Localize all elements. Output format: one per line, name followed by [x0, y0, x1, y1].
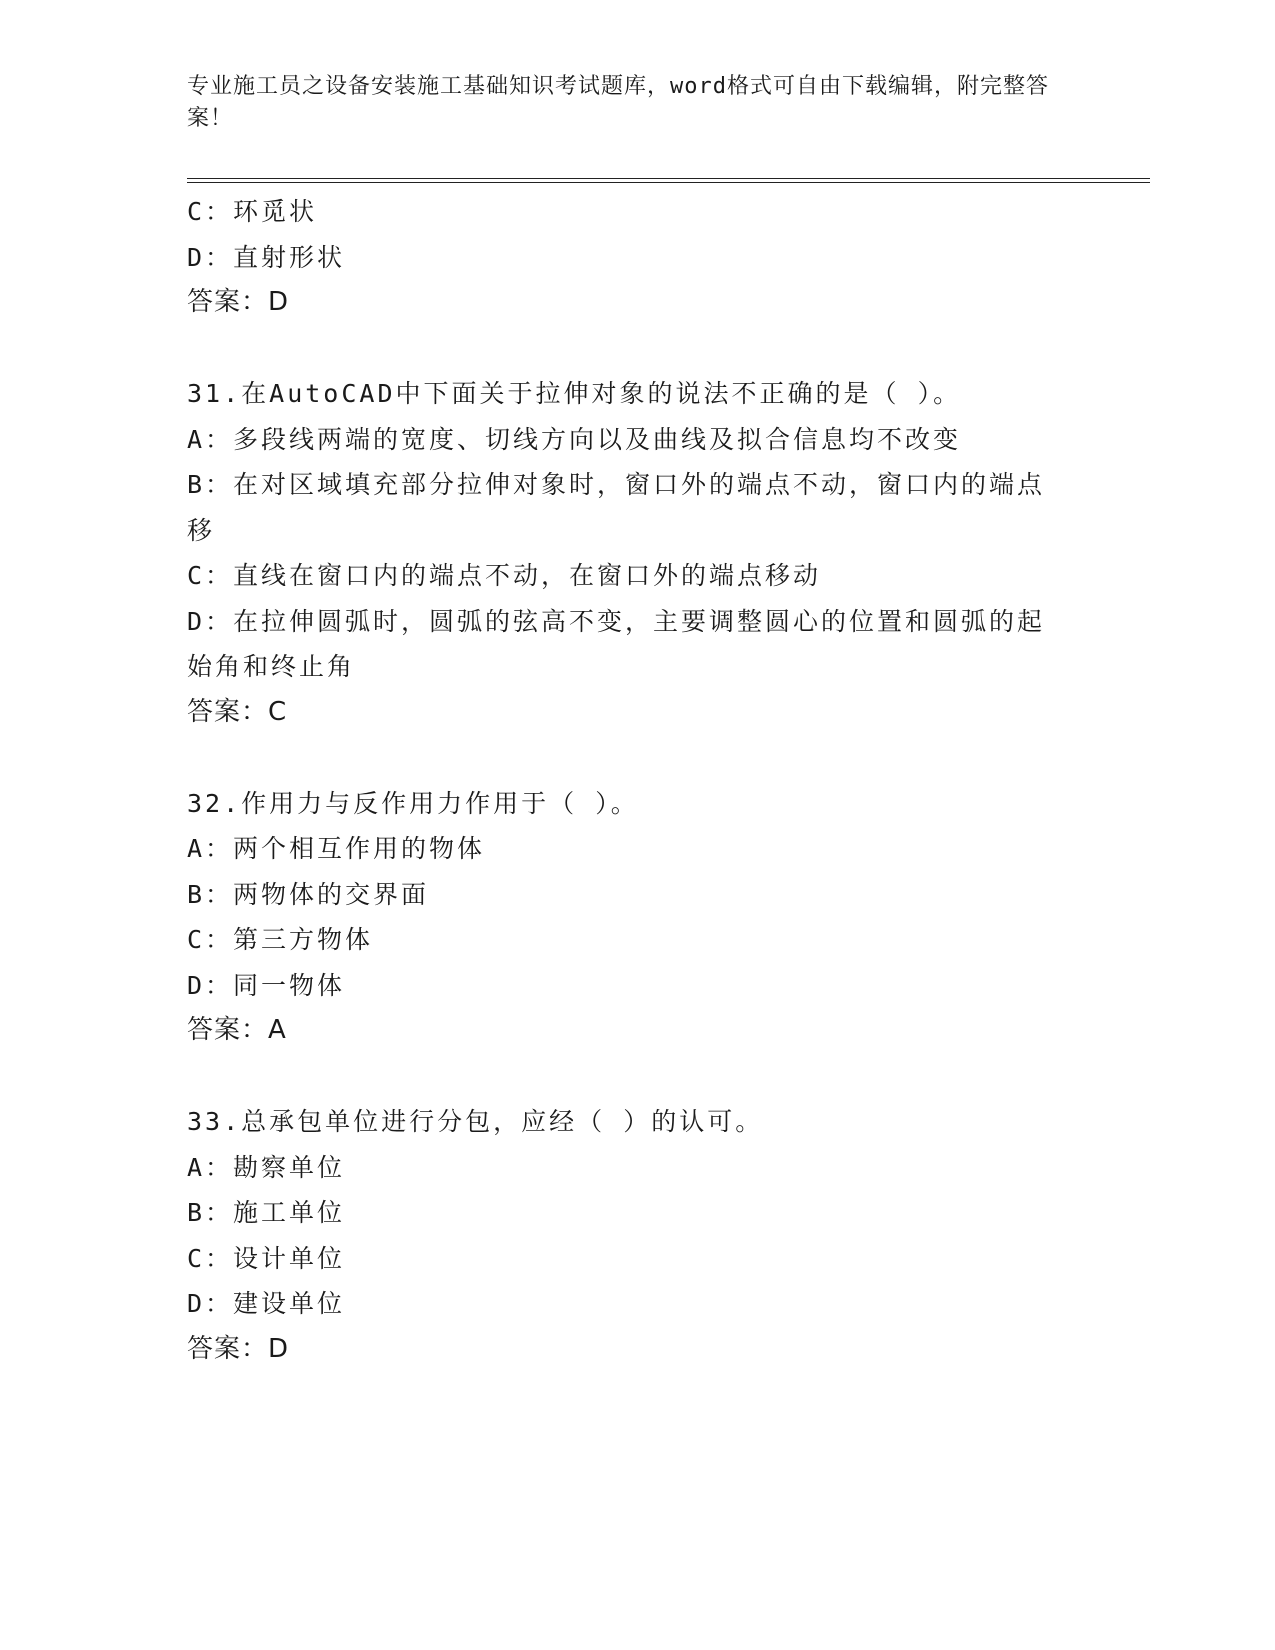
option-a: A：两个相互作用的物体	[187, 834, 486, 863]
header-divider-top	[187, 178, 1150, 179]
option-b: B：两物体的交界面	[187, 879, 430, 909]
spacer	[187, 326, 1077, 372]
document-header: 专业施工员之设备安装施工基础知识考试题库，word格式可自由下载编辑，附完整答案！	[187, 74, 1049, 131]
question-stem: 33.总承包单位进行分包，应经（ ）的认可。	[187, 1107, 764, 1136]
option-c: C：第三方物体	[187, 925, 374, 954]
question-31	[187, 371, 1077, 735]
header-divider-bottom	[187, 182, 1150, 183]
question-33	[187, 1099, 1077, 1372]
option-d: D：直射形状	[187, 242, 346, 272]
option-a: A：多段线两端的宽度、切线方向以及曲线及拟合信息均不改变	[187, 424, 962, 454]
option-a: A：勘察单位	[187, 1152, 346, 1182]
question-list	[187, 189, 1077, 1372]
option-c: C：环觅状	[187, 197, 318, 226]
option-c: C：直线在窗口内的端点不动，在窗口外的端点移动	[187, 561, 822, 590]
question-stem: 31.在AutoCAD中下面关于拉伸对象的说法不正确的是（ ）。	[187, 379, 962, 408]
option-c: C：设计单位	[187, 1243, 346, 1273]
option-d: D：同一物体	[187, 970, 346, 1000]
answer-line: 答案：D	[187, 287, 290, 317]
spacer	[187, 1054, 1077, 1100]
answer-line: 答案：A	[187, 1015, 287, 1045]
answer-line: 答案：C	[187, 696, 288, 727]
question-32	[187, 781, 1077, 1054]
prev-question-block	[187, 189, 1077, 326]
spacer	[187, 735, 1077, 781]
option-b: B：施工单位	[187, 1198, 346, 1227]
option-b: B：在对区域填充部分拉伸对象时，窗口外的端点不动，窗口内的端点移	[187, 470, 1046, 545]
option-d: D：建设单位	[187, 1289, 346, 1318]
question-stem: 32.作用力与反作用力作用于（ ）。	[187, 788, 639, 818]
option-d: D：在拉伸圆弧时，圆弧的弦高不变，主要调整圆心的位置和圆弧的起始角和终止角	[187, 606, 1046, 681]
answer-line: 答案：D	[187, 1333, 290, 1364]
